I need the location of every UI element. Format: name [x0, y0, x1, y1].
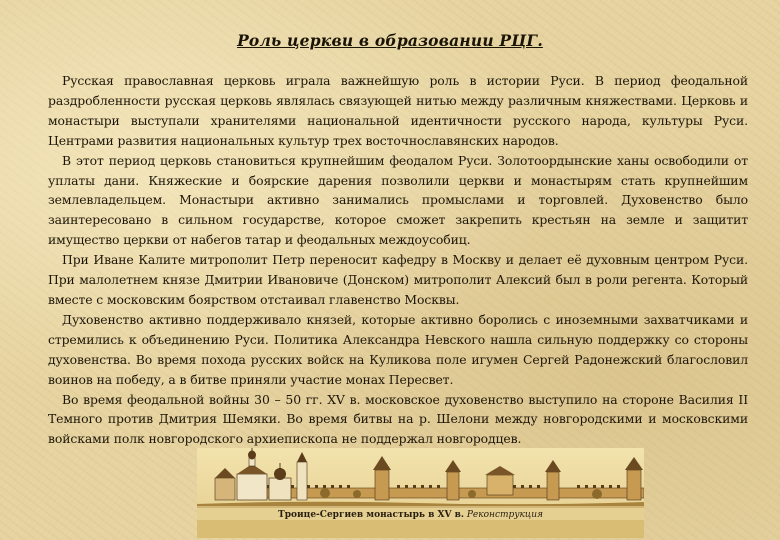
illustration-caption — [278, 510, 543, 520]
slide-body — [48, 71, 748, 449]
paragraph: При Иване Калите митрополит Петр переносит кафедру в Москву и делает её духовным центром Руси. При малолетнем князе Дмитрии Ивановиче (Донском) митрополит Алексий был в роли регента. Который вместе с московским боярством отстаивал главенство Москвы. — [48, 252, 748, 307]
slide-title: Роль церкви в образовании РЦГ. — [237, 31, 543, 50]
caption-title: Троице-Сергиев монастырь в XV в. — [278, 510, 464, 520]
caption-note: Реконструкция — [466, 510, 543, 520]
paragraph: Духовенство активно поддерживало князей, которые активно боролись с иноземными захватчиками и стремились к объединению Руси. Политика Александра Невского нашла сильную поддержку со стороны духовенства. Во время похода русских войск на Куликова поле игумен Сергей Радонежский благословил воинов на победу, а в битве приняли участие монах Пересвет. — [48, 311, 748, 387]
paragraph: В этот период церковь становиться крупнейшим феодалом Руси. Золотоордынские ханы освободили от уплаты дани. Княжеские и боярские дарения позволили церкви и монастырям стать крупнейшим землевладельцем. Монастыри активно занимались промыслами и торговлей. Духовенство было заинтересовано в сильном государстве, которое сможет закрепить крестьян на земле и защитит имущество церкви от набегов татар и феодальных междоусобиц. — [48, 152, 748, 248]
monastery-illustration — [197, 448, 644, 538]
monastery-drawing — [197, 448, 644, 538]
paragraph: Во время феодальной войны 30 – 50 гг. XV в. московское духовенство выступило на стороне Василия II Темного против Дмитрия Шемяки. Во время битвы на р. Шелони между новгородскими и московскими войсками полк новгородского архиепископа не поддержал новгородцев. — [48, 391, 748, 447]
paragraph: Русская православная церковь играла важнейшую роль в истории Руси. В период феодальной раздробленности русская церковь являлась связующей нитью между различным княжествами. Церковь и монастыри выступали хранителями национальной идентичности русского народа, культуры Руси. Центрами развития национальных культур трех восточнославянских народов. — [48, 73, 748, 148]
